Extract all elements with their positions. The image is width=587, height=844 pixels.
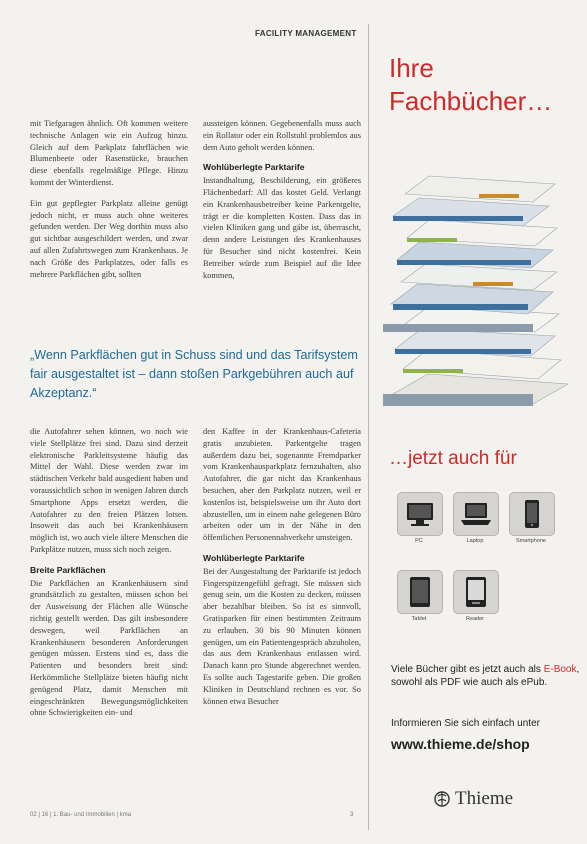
pull-quote: „Wenn Parkflächen gut in Schuss sind und das Tarifsystem fair ausgestaltet ist – dann stoßen Parkgebühren auch auf Akzeptanz.“ — [30, 348, 358, 400]
paragraph: aussteigen können. Gegebenenfalls muss auch ein Rollator oder ein Rollstuhl problemlos aus dem Auto geholt werden können. — [203, 119, 361, 152]
paragraph: Die Parkflächen an Krankenhäusern sind grundsätzlich zu gestalten, müssen schon bei der Ausweisung der Flächen alle Wünsche richtig gestellt werden. Das gilt insbesondere deswegen, weil Parkflächen an Krankenhäusern besonderen Anforderungen genügen müssen. Erstens sind es, dass die Patienten und besonders breit sind: Herkömmliche Stellplätze bieten häufig nicht genügend Platz, damit Menschen mit eingeschränkten Bewegungsmöglichkeiten ohne Schwierigkeiten ein- und — [30, 578, 188, 718]
paragraph: Ein gut gepflegter Parkplatz alleine genügt jedoch nicht, er muss auch ohne weiteres gefunden werden. Der Weg dorthin muss also gut sichtbar ausgeschildert werden, und zwar auf allen Zufahrtswegen zum Krankenhaus. Je nach Größe des Parkplatzes, oder falls es mehrere Parkflächen gibt, sollten — [30, 198, 188, 279]
article-column-2-top — [203, 118, 361, 290]
subheading: Wohlüberlegte Parktarife — [203, 552, 305, 563]
ad-shop-url[interactable]: www.thieme.de/shop — [391, 736, 530, 752]
ad-text-ebook: E-Book — [543, 664, 577, 675]
page-number: 3 — [350, 812, 354, 818]
device-label-laptop: Laptop — [466, 538, 484, 544]
paragraph: mit Tiefgaragen ähnlich. Oft kommen weitere technische Anlagen wie ein Aufzug hinzu. Gleich auf dem Parkplatz fahrflächen wie Blumenbeete oder Rasenstücke, brauchen diese ebenfalls regelmäßige Pflege. Hinzu kommt der Winterdienst. — [30, 119, 188, 187]
ad-info-text: Informieren Sie sich einfach unter — [391, 718, 540, 729]
books-stack-image — [383, 164, 573, 414]
paragraph: den Kaffee in der Krankenhaus-Cafeteria gratis anzubieten. Parkentgelte tragen außerdem dazu bei, sogenannte Fremdparker vom Krankenhausparkplatz fernzuhalten, also Autofahrer, die gar nicht das Krankenhaus besuchen, aber den Parkplatz nutzen, weil er kostenlos ist, beispielsweise um ihr Auto dort abzustellen, um in einem nahe gelegenen Büro arbeiten oder um in der Nähe in den öffentlichen Personennahverkehr umsteigen. — [203, 427, 361, 543]
subheading: Wohlüberlegte Parktarife — [203, 162, 305, 173]
laptop-icon — [453, 492, 499, 536]
tablet-icon — [397, 570, 443, 614]
section-header: FACILITY MANAGEMENT — [255, 29, 357, 38]
ad-text-suffix: , sowohl als PDF wie auch als ePub. — [391, 664, 580, 688]
ad-title-line2: Fachbücher… — [389, 86, 553, 116]
article-column-1-top — [30, 118, 188, 289]
paragraph: Instandhaltung, Beschilderung, ein größeres Flächenbedarf: All das kostet Geld. Verlangt ein Krankenhausbetreiber keine Parkentgelte, trägt er die kompletten Kosten. Dass das in vielen Kliniken gang und gäbe ist, überrascht, denn andere Leistungen des Krankenhauses für Besucher sind nicht kostenfrei. Kein Betreiber würde zum Beispiel auf die Idee kommen, — [203, 176, 361, 280]
article-column-1-bottom — [30, 426, 188, 728]
device-label-pc: PC — [415, 538, 423, 544]
advertisement — [369, 24, 587, 830]
reader-icon — [453, 570, 499, 614]
smartphone-icon — [509, 492, 555, 536]
pc-icon — [397, 492, 443, 536]
device-label-tablet: Tablet — [411, 616, 427, 622]
ad-subtitle: …jetzt auch für — [389, 448, 517, 469]
paragraph: Bei der Ausgestaltung der Parktarife ist jedoch Fingerspitzengefühl gefragt. Sie müssen sich genug sein, um die Kosten zu decken, müssen aber bezahlbar bleiben. So ist es sinnvoll, Gratisparken für einen bestimmten Zeitraum zu erlauben. 30 bis 90 Minuten können genügen, um ein Patientengespräch abzuholen, das aus dem Krankenhaus entlassen wird. Danach kann pro Stunde abgerechnet werden. Es sollte auch Tagestarife geben. Die großen Kliniken in Deutschland rechnen es vor. So können etwa Besucher — [203, 566, 361, 706]
ad-body-text — [391, 664, 581, 689]
thieme-logo-icon — [433, 788, 451, 810]
thieme-logo-text: Thieme — [455, 788, 514, 809]
ad-title — [389, 52, 552, 118]
ad-text-prefix: Viele Bücher gibt es jetzt auch als — [391, 664, 544, 675]
subheading: Breite Parkflächen — [30, 564, 106, 575]
device-label-smartphone: Smartphone — [516, 538, 546, 544]
paragraph: die Autofahrer sehen können, wo noch wie viele Stellplätze frei sind. Dazu sind derzeit elektronische Parkleitsysteme häufig das Mittel der Wahl. Diese werden zwar im städtischen Verkehr bald ausgedient haben und voraussichtlich schon in wenigen Jahren durch Smartphone Apps ersetzt werden, die Autofahrer zu den freien Plätzen lotsen. Insoweit das auch bei Krankenhäusern möglich ist, wo auch viele ältere Menschen die Parkplätze nutzen, muss sich noch zeigen. — [30, 427, 188, 554]
device-label-reader: Reader — [465, 616, 485, 622]
article-column-2-bottom — [203, 426, 361, 716]
ad-title-line1: Ihre — [389, 53, 434, 83]
footer-folio: 02 | 16 | 1. Bau- und Immobilien | kma — [30, 812, 132, 818]
